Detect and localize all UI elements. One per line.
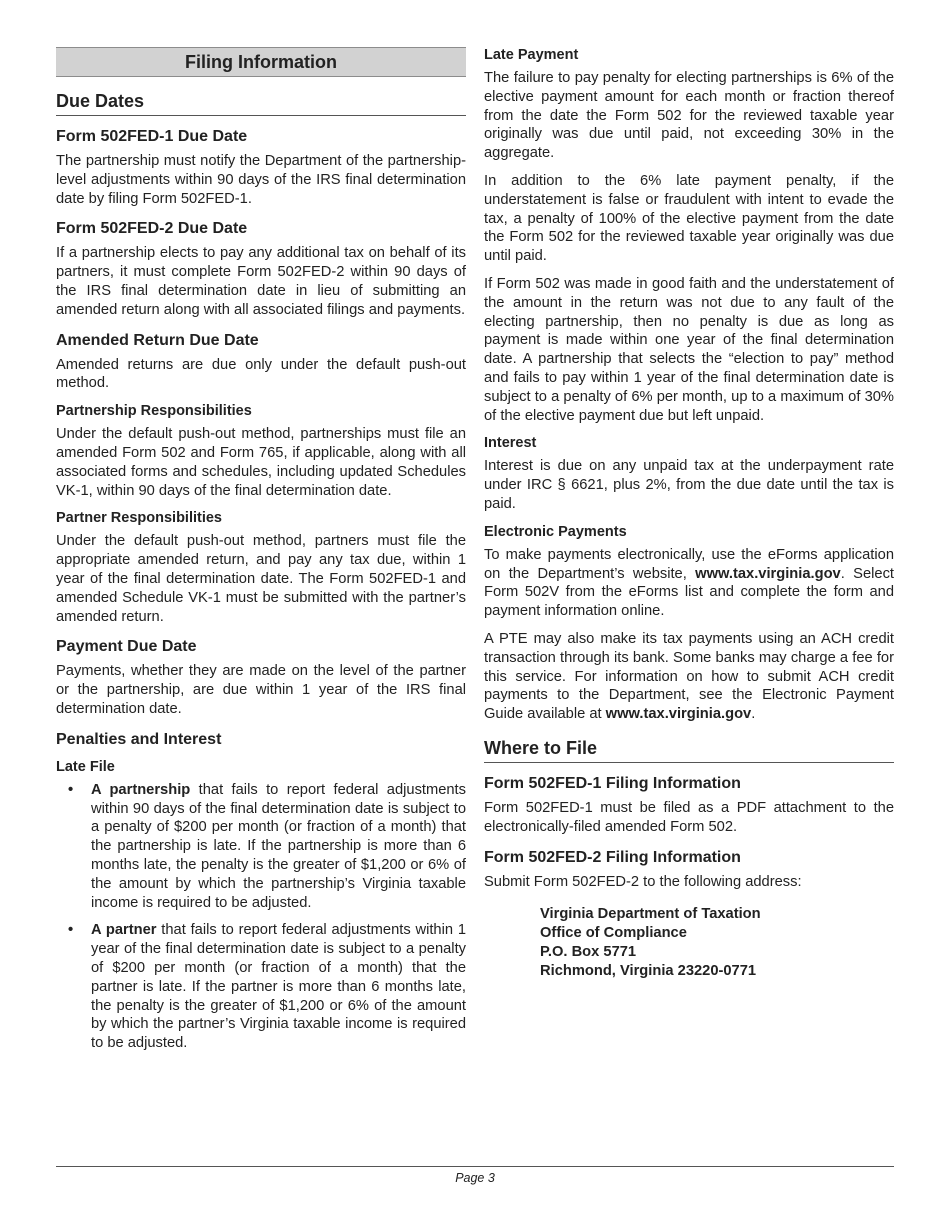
right-column bbox=[484, 47, 894, 980]
partner-responsibilities-heading: Partner Responsibilities bbox=[56, 510, 222, 527]
late-file-list bbox=[56, 781, 466, 1053]
website-link[interactable]: www.tax.virginia.gov bbox=[605, 706, 752, 723]
late-file-heading: Late File bbox=[56, 758, 115, 775]
penalties-interest-heading: Penalties and Interest bbox=[56, 730, 222, 748]
bullet-lead: A partnership bbox=[91, 781, 191, 798]
form-502fed2-due-date-heading: Form 502FED-2 Due Date bbox=[56, 220, 248, 238]
form-502fed2-filing-heading: Form 502FED-2 Filing Information bbox=[484, 848, 741, 866]
bullet-icon: • bbox=[68, 922, 74, 939]
form-502fed1-due-date-text: The partnership must notify the Department of the partnership-level adjustments within 90 days of the IRS final determination date by filing Form 502FED-1. bbox=[56, 153, 466, 207]
address-line: Virginia Department of Taxation bbox=[540, 906, 761, 923]
electronic-payments-heading: Electronic Payments bbox=[484, 523, 627, 540]
late-payment-text-2: In addition to the 6% late payment penalty, if the understatement is false or fraudulent with intent to evade the tax, a penalty of 100% of the elective payment from the date the Form 502 for the reviewed taxable year originally was due until paid. bbox=[484, 172, 894, 265]
form-502fed2-due-date-text: If a partnership elects to pay any additional tax on behalf of its partners, it must complete Form 502FED-2 within 90 days of the IRS final determination date in lieu of submitting an amended return along with all associated filings and payments. bbox=[56, 245, 466, 318]
amended-return-due-date-heading: Amended Return Due Date bbox=[56, 331, 259, 349]
payment-due-date-text: Payments, whether they are made on the level of the partner or the partnership, are due within 1 year of the IRS final determination date. bbox=[56, 663, 466, 717]
section-banner: Filing Information bbox=[56, 47, 466, 77]
form-502fed1-filing-heading: Form 502FED-1 Filing Information bbox=[484, 774, 741, 792]
list-item bbox=[56, 921, 466, 1053]
payment-due-date-heading: Payment Due Date bbox=[56, 638, 197, 656]
footer-divider bbox=[56, 1166, 894, 1167]
where-to-file-heading: Where to File bbox=[484, 738, 894, 763]
address-line: Office of Compliance bbox=[540, 925, 687, 942]
form-502fed1-due-date-heading: Form 502FED-1 Due Date bbox=[56, 128, 248, 145]
amended-return-due-date-text: Amended returns are due only under the default push-out method. bbox=[56, 356, 466, 392]
page-number: Page 3 bbox=[455, 1171, 495, 1185]
bullet-icon: • bbox=[68, 781, 74, 798]
form-502fed2-filing-text: Submit Form 502FED-2 to the following address: bbox=[484, 873, 802, 890]
form-502fed1-filing-text: Form 502FED-1 must be filed as a PDF attachment to the electronically-filed amended Form 502. bbox=[484, 799, 894, 835]
address-line: P.O. Box 5771 bbox=[540, 943, 637, 960]
interest-text: Interest is due on any unpaid tax at the underpayment rate under IRC § 6621, plus 2%, from the due date until the tax is paid. bbox=[484, 458, 894, 512]
bullet-text: that fails to report federal adjustments within 1 year of the final determination date is subject to a penalty of $200 per month (or fraction of a month) that the partner is late. If the partner is more than 6 months late, the penalty is the greater of $1,200 or 6% of the amount by which the partner’s Virginia taxable income is required to be adjusted. bbox=[91, 922, 467, 1052]
partner-responsibilities-text: Under the default push-out method, partners must file the appropriate amended return, and pay any tax due, within 1 year of the final determination date. The Form 502FED-1 and amended Schedule VK-1 must be submitted with the partner’s amended return. bbox=[56, 533, 466, 625]
interest-heading: Interest bbox=[484, 435, 537, 452]
partnership-responsibilities-heading: Partnership Responsibilities bbox=[56, 403, 252, 420]
late-payment-text-3: If Form 502 was made in good faith and the understatement of the amount in the return was not due to any fault of the electing partnership, then no penalty is due as long as payment is made within one year of the final determination date. A partnership that selects the “election to pay” method and fails to pay within 1 year of the final determination date is subject to a penalty of 6% per month, up to a maximum of 30% of the elective payment due but left unpaid. bbox=[484, 275, 894, 424]
late-payment-heading: Late Payment bbox=[484, 47, 579, 63]
bullet-text: that fails to report federal adjustments within 90 days of the final determination date is subject to a penalty of $200 per month (or fraction of a month) that the partnership is late. If the partnership is more than 6 months late, the penalty is the greater of $1,200 or 6% of the amount by which the partnership’s Virginia taxable income is required to be adjusted. bbox=[91, 781, 466, 911]
due-dates-heading: Due Dates bbox=[56, 91, 466, 116]
list-item bbox=[56, 781, 466, 913]
mailing-address bbox=[540, 905, 894, 980]
website-link[interactable]: www.tax.virginia.gov bbox=[695, 565, 841, 582]
partnership-responsibilities-text: Under the default push-out method, partnerships must file an amended Form 502 and Form 765, if applicable, along with all associated forms and schedules, including updated Schedules VK-1, within 90 days of the final determination date. bbox=[56, 426, 466, 499]
address-line: Richmond, Virginia 23220-0771 bbox=[540, 962, 757, 979]
left-column bbox=[56, 47, 466, 1062]
electronic-payments-text-2: A PTE may also make its tax payments using an ACH credit transaction through its bank. Some banks may charge a fee for this service. For information on how to submit ACH credit payments to the Department, see the Electronic Payment Guide available at www.tax.virginia.gov. bbox=[484, 630, 894, 723]
electronic-payments-text-1: To make payments electronically, use the eForms application on the Department’s website, www.tax.virginia.gov. Select Form 502V from the eForms list and complete the form and payment information online. bbox=[484, 546, 894, 620]
late-payment-text-1: The failure to pay penalty for electing partnerships is 6% of the elective payment amount for each month or fraction thereof from the date the Form 502 for the reviewed taxable year originally was due until paid, not exceeding 30% in the aggregate. bbox=[484, 70, 894, 162]
bullet-lead: A partner bbox=[91, 922, 157, 939]
